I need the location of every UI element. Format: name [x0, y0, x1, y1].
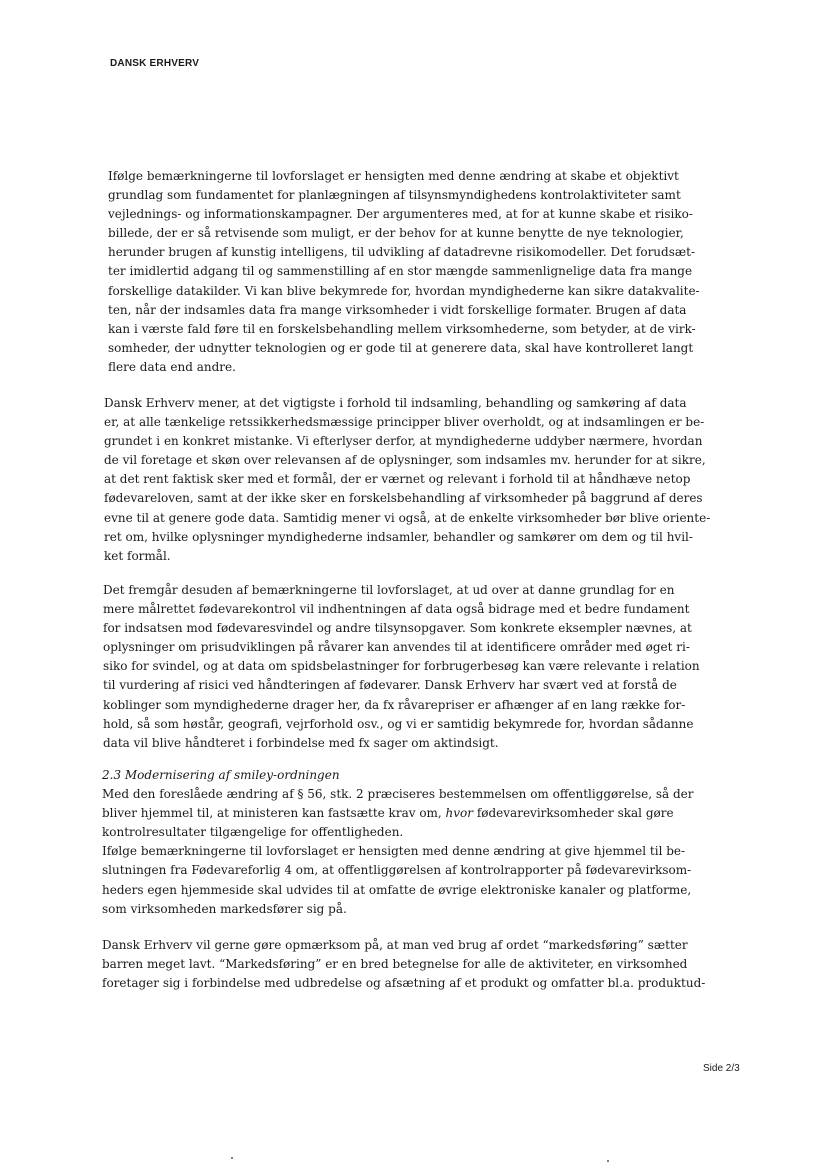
text-line: slutningen fra Fødevareforlig 4 om, at offentliggørelsen af kontrolrapporter på fødevarevirksom- — [102, 863, 692, 878]
text-line: koblinger som myndighederne drager her, da fx råvarepriser er afhænger af en lang række for- — [103, 697, 686, 712]
section-heading: 2.3 Modernisering af smiley-ordningen — [102, 768, 340, 782]
organization-header: DANSK ERHVERV — [110, 58, 200, 69]
text-line: de vil foretage et skøn over relevansen af de oplysninger, som indsamles mv. herunder for at sikre, — [104, 453, 706, 468]
text-line: til vurdering af risici ved håndteringen af fødevarer. Dansk Erhverv har svært ved at forstå de — [103, 678, 677, 693]
text-line: flere data end andre. — [108, 359, 236, 374]
text-line: siko for svindel, og at data om spidsbelastninger for forbrugerbesøg kan være relevante i relation — [103, 659, 700, 674]
text-line: Dansk Erhverv mener, at det vigtigste i forhold til indsamling, behandling og samkøring af data — [104, 396, 687, 410]
page-number: Side 2/3 — [703, 1063, 740, 1074]
text-line: Det fremgår desuden af bemærkningerne til lovforslaget, at ud over at danne grundlag for en — [103, 583, 675, 597]
emphasized-word: hvor — [445, 806, 474, 821]
text-line: som virksomheden markedsfører sig på. — [102, 901, 347, 916]
text-line: evne til at genere gode data. Samtidig mener vi også, at de enkelte virksomheder bør blive oriente- — [104, 510, 711, 525]
text-line: grundlag som fundamentet for planlægningen af tilsynsmyndighedens kontrolaktiviteter samt — [108, 188, 681, 203]
section-smiley-scheme — [102, 766, 694, 919]
text-line: ter imidlertid adgang til og sammenstilling af en stor mængde sammenlignelige data fra mange — [108, 264, 693, 279]
text-line: ret om, hvilke oplysninger myndighederne indsamler, behandler og samkører om dem og til hvil- — [104, 529, 693, 544]
text-line: oplysninger om prisudviklingen på råvarer kan anvendes til at identificere områder med øget ri- — [103, 640, 690, 655]
text-segment: fødevarevirksomheder skal gøre — [473, 806, 674, 821]
text-line: vejlednings- og informationskampagner. Der argumenteres med, at for at kunne skabe et risiko- — [108, 207, 693, 222]
text-line: fødevareloven, samt at der ikke sker en forskelsbehandling af virksomheder på baggrund af deres — [104, 491, 703, 506]
paragraph-food-fraud — [103, 581, 700, 753]
text-line: somheder, der udnytter teknologien og er gode til at generere data, skal have kontrolleret langt — [108, 340, 694, 355]
text-line: ket formål. — [104, 548, 171, 563]
text-line: for indsatsen mod fødevaresvindel og andre tilsynsopgaver. Som konkrete eksempler nævnes, at — [103, 621, 692, 636]
text-line: kontrolresultater tilgængelige for offentligheden. — [102, 825, 404, 840]
text-line: er, at alle tænkelige retssikkerhedsmæssige principper bliver overholdt, og at indsamlingen er be- — [104, 415, 705, 430]
text-line: ten, når der indsamles data fra mange virksomheder i vidt forskellige formater. Brugen af data — [108, 302, 687, 317]
text-line: kan i værste fald føre til en forskelsbehandling mellem virksomhederne, som betyder, at de virk- — [108, 321, 696, 336]
text-line: grundet i en konkret mistanke. Vi efterlyser derfor, at myndighederne uddyber nærmere, hvordan — [104, 434, 703, 449]
text-line: Med den foreslåede ændring af § 56, stk. 2 præciseres bestemmelsen om offentliggørelse, så der — [102, 787, 694, 802]
text-line: billede, der er så retvisende som muligt, er der behov for at kunne benytte de nye teknologier, — [108, 226, 684, 241]
text-line: data vil blive håndteret i forbindelse med fx sager om aktindsigt. — [103, 735, 499, 750]
text-line: herunder brugen af kunstig intelligens, til udvikling af datadrevne risikomodeller. Det forudsæt- — [108, 245, 696, 260]
paragraph-marketing — [102, 936, 705, 993]
scan-speck — [607, 1160, 609, 1162]
text-line: barren meget lavt. “Markedsføring” er en bred betegnelse for alle de aktiviteter, en virksomhed — [102, 957, 688, 972]
text-segment: bliver hjemmel til, at ministeren kan fastsætte krav om, — [102, 806, 446, 821]
text-line — [102, 804, 694, 823]
scan-speck — [231, 1157, 233, 1159]
text-line: at det rent faktisk sker med et formål, der er værnet og relevant i forhold til at håndhæve netop — [104, 472, 691, 487]
text-line: foretager sig i forbindelse med udbredelse og afsætning af et produkt og omfatter bl.a. produktud- — [102, 976, 706, 991]
text-line: heders egen hjemmeside skal udvides til at omfatte de øvrige elektroniske kanaler og platforme, — [102, 882, 692, 897]
text-line: Ifølge bemærkningerne til lovforslaget er hensigten med denne ændring at skabe et objektivt — [108, 169, 679, 183]
text-line: Dansk Erhverv vil gerne gøre opmærksom på, at man ved brug af ordet “markedsføring” sætter — [102, 938, 688, 952]
paragraph-data-collection — [104, 394, 710, 566]
text-line: forskellige datakilder. Vi kan blive bekymrede for, hvordan myndighederne kan sikre datakvalite- — [108, 283, 700, 298]
text-line: Ifølge bemærkningerne til lovforslaget er hensigten med denne ændring at give hjemmel til be- — [102, 844, 686, 859]
text-line: mere målrettet fødevarekontrol vil indhentningen af data også bidrage med et bedre fundament — [103, 602, 690, 617]
paragraph-risk-basis — [108, 167, 700, 377]
text-line: hold, så som høstår, geografi, vejrforhold osv., og vi er samtidig bekymrede for, hvordan sådanne — [103, 716, 694, 731]
